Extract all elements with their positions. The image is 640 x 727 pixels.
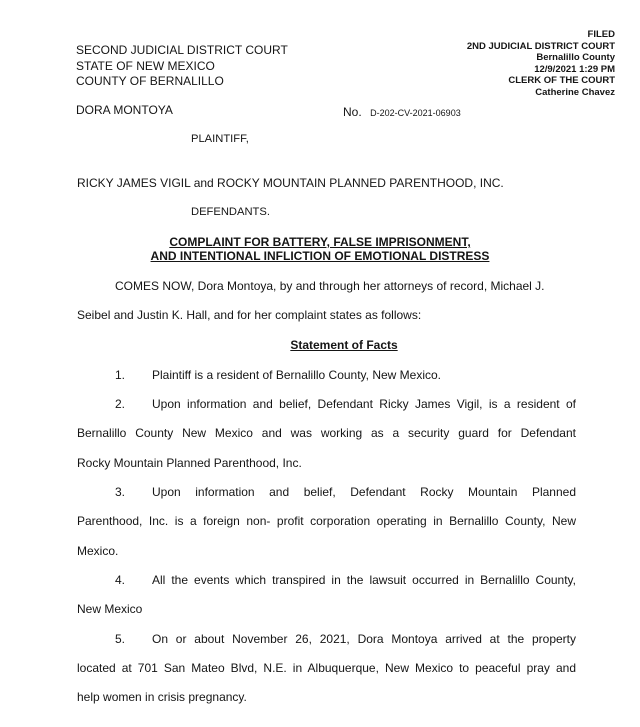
title-line-2: AND INTENTIONAL INFLICTION OF EMOTIONAL DISTRESS — [150, 249, 490, 263]
paragraph-line: Upon information and belief, Defendant Rocky Mountain Planned — [152, 485, 576, 499]
plaintiff-label: PLAINTIFF, — [191, 133, 249, 145]
paragraph-line: Mexico. — [77, 544, 119, 558]
case-number: D-202-CV-2021-06903 — [370, 108, 461, 118]
paragraph-line: help women in crisis pregnancy. — [77, 690, 247, 704]
paragraph-number: 4. — [115, 573, 126, 587]
paragraph-line: located at 701 San Mateo Blvd, N.E. in Albuquerque, New Mexico to peaceful pray and — [77, 661, 576, 675]
case-number-block — [343, 103, 461, 121]
paragraph-line: On or about November 26, 2021, Dora Montoya arrived at the property — [152, 632, 576, 646]
stamp-clerk-title: CLERK OF THE COURT — [508, 75, 615, 86]
defendants-names: RICKY JAMES VIGIL and ROCKY MOUNTAIN PLANNED PARENTHOOD, INC. — [77, 176, 504, 190]
paragraph-line: Upon information and belief, Defendant Ricky James Vigil, is a resident of — [152, 397, 576, 411]
stamp-filed: FILED — [587, 29, 615, 40]
stamp-datetime: 12/9/2021 1:29 PM — [534, 63, 615, 75]
plaintiff-name: DORA MONTOYA — [76, 103, 173, 117]
title-line-1: COMPLAINT FOR BATTERY, FALSE IMPRISONMENT, — [169, 235, 471, 249]
stamp-clerk-name: Catherine Chavez — [535, 86, 615, 98]
stamp-county: Bernalillo County — [536, 52, 615, 63]
paragraph-number: 3. — [115, 485, 126, 499]
court-header — [76, 43, 288, 90]
court-county: COUNTY OF BERNALILLO — [76, 74, 224, 88]
paragraph-number: 1. — [115, 368, 126, 382]
paragraph-line: New Mexico — [77, 602, 143, 616]
intro-line-1: COMES NOW, Dora Montoya, by and through her attorneys of record, Michael J. — [115, 279, 545, 293]
court-state: STATE OF NEW MEXICO — [76, 58, 215, 73]
court-name: SECOND JUDICIAL DISTRICT COURT — [76, 43, 288, 57]
paragraph-line: Plaintiff is a resident of Bernalillo County, New Mexico. — [152, 368, 442, 382]
paragraph-number: 5. — [115, 632, 126, 646]
paragraph-line: Parenthood, Inc. is a foreign non- profit corporation operating in Bernalillo County, New — [77, 514, 576, 528]
section-heading: Statement of Facts — [290, 338, 398, 352]
stamp-court: 2ND JUDICIAL DISTRICT COURT — [466, 40, 615, 52]
paragraph-line: Rocky Mountain Planned Parenthood, Inc. — [77, 456, 302, 470]
intro-line-2: Seibel and Justin K. Hall, and for her complaint states as follows: — [77, 308, 422, 322]
complaint-title — [0, 235, 640, 263]
case-number-label: No. — [343, 105, 362, 119]
paragraph-number: 2. — [115, 397, 126, 411]
defendants-label: DEFENDANTS. — [191, 206, 270, 218]
paragraph-line: Bernalillo County New Mexico and was working as a security guard for Defendant — [77, 426, 576, 440]
filing-stamp — [467, 29, 615, 98]
paragraph-line: All the events which transpired in the lawsuit occurred in Bernalillo County, — [152, 573, 576, 587]
